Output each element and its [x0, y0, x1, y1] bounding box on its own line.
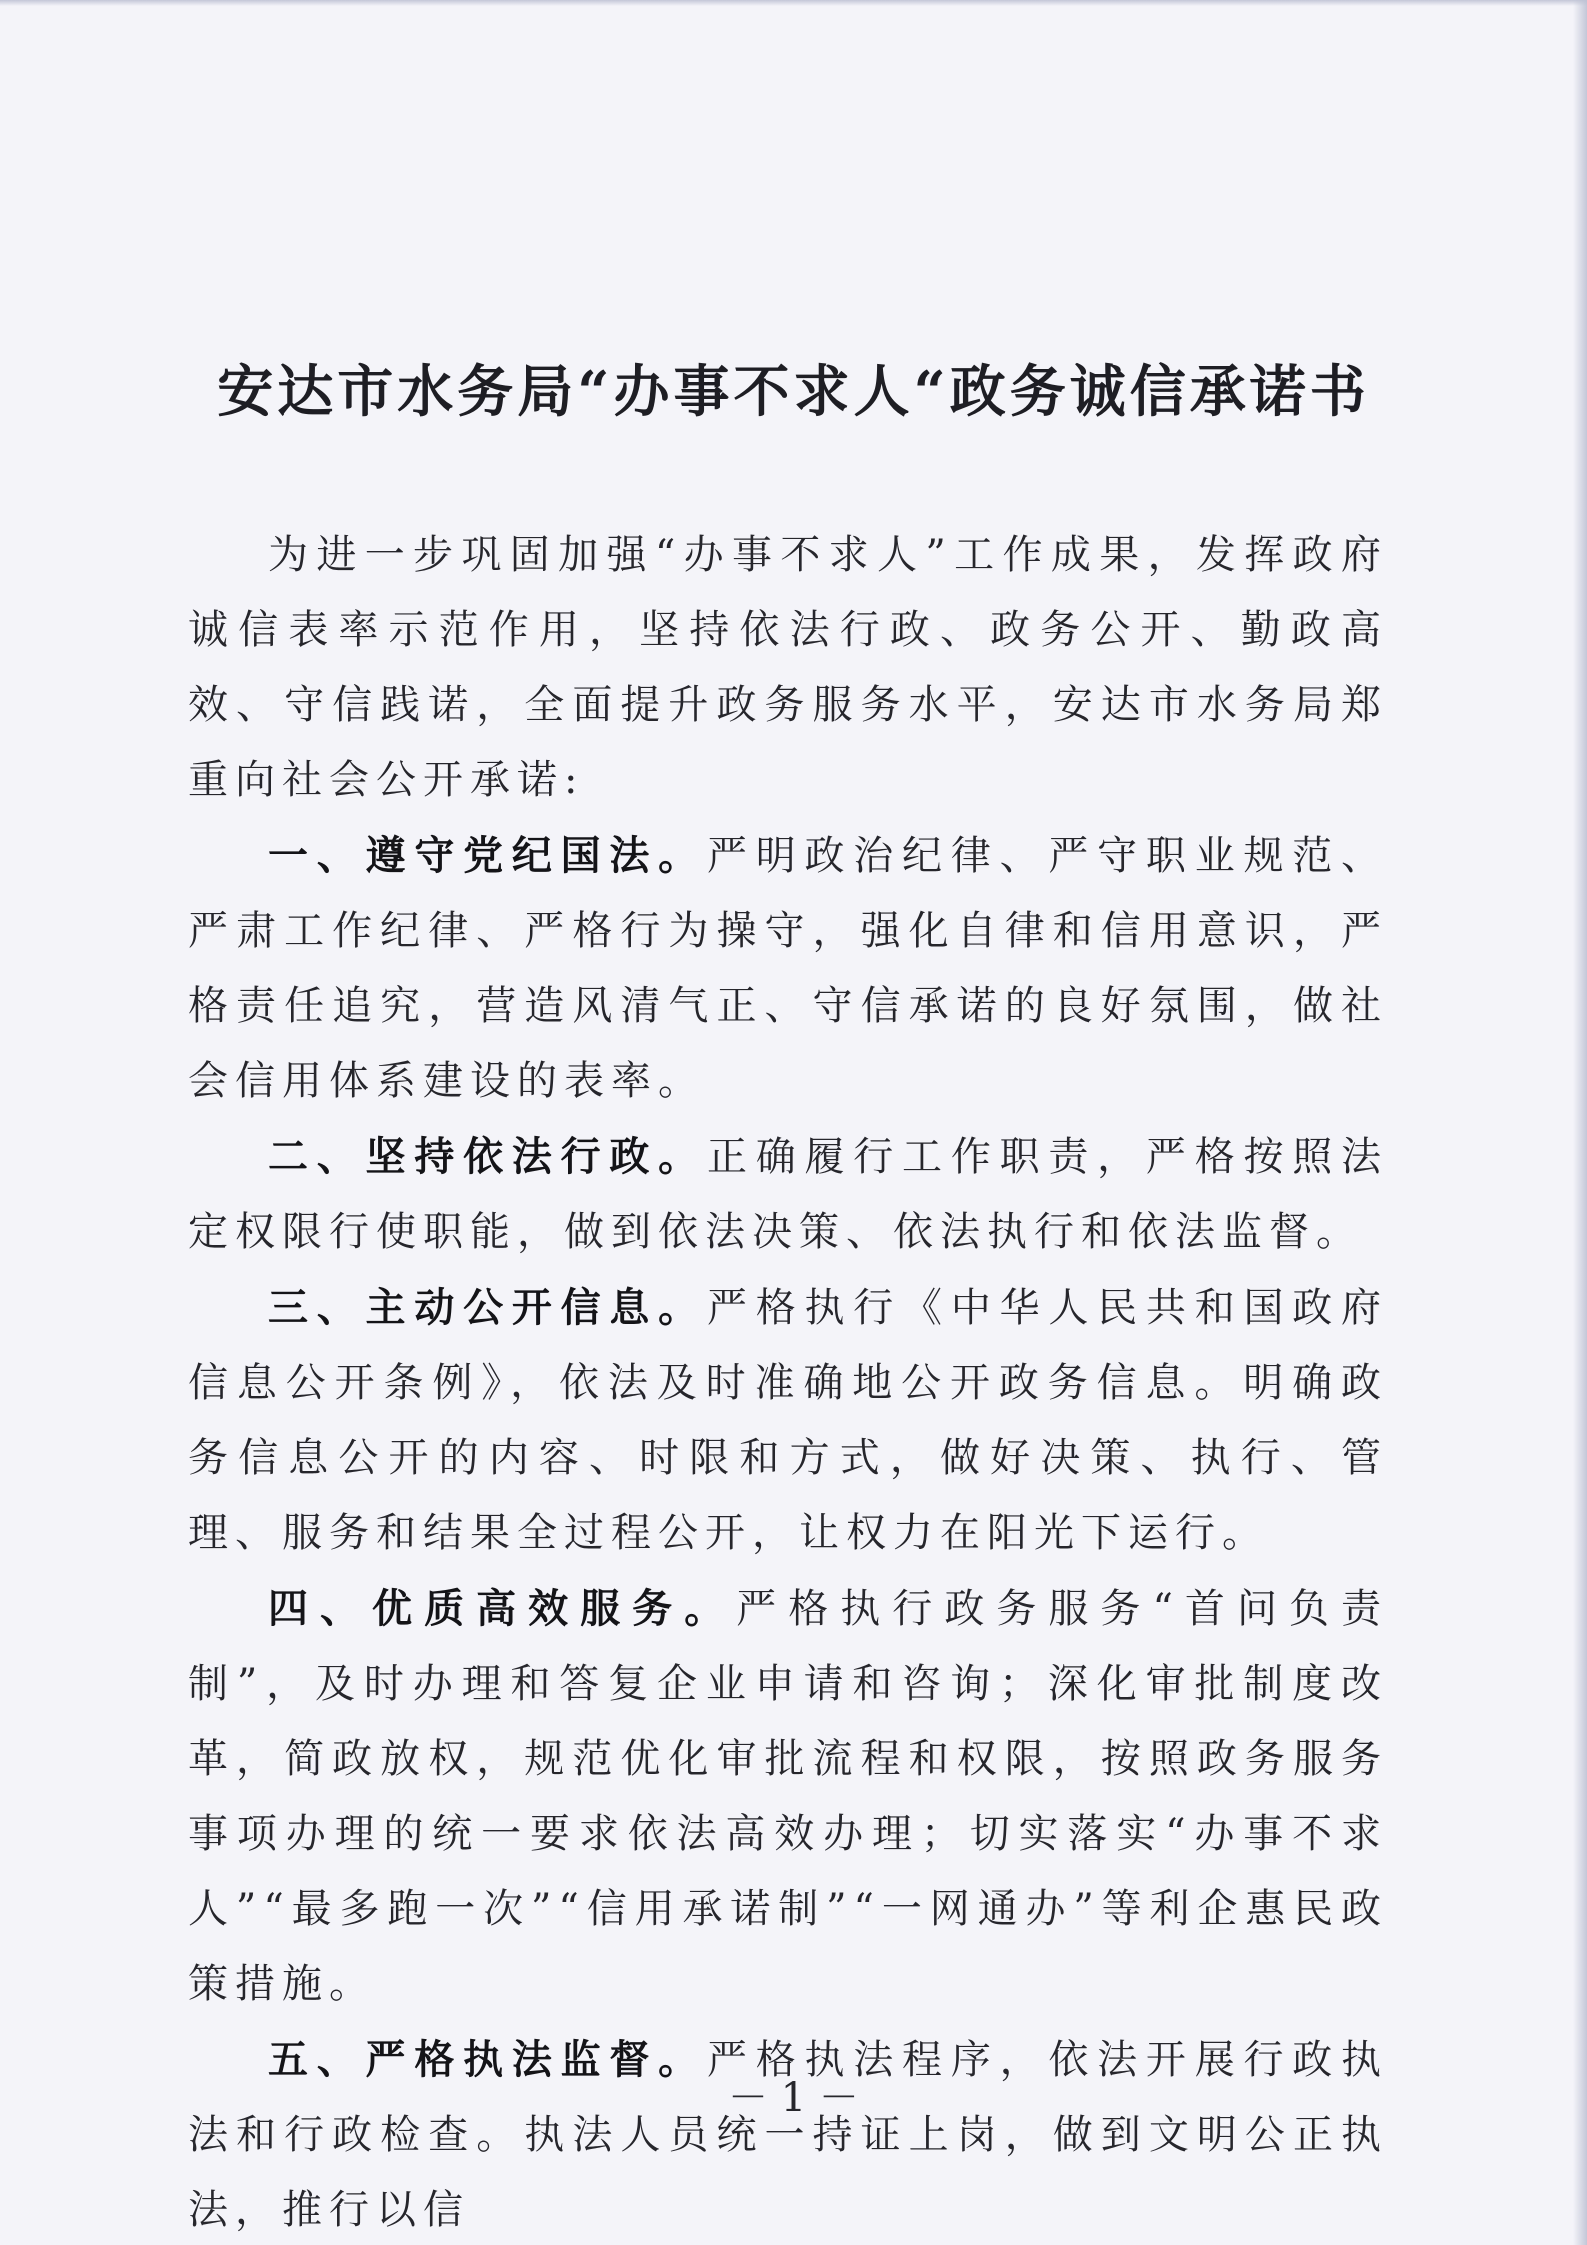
commitment-heading-4: 四、优质高效服务。: [268, 1585, 737, 1632]
scan-edge-top: [0, 0, 1587, 6]
page-number: － 1 －: [728, 2075, 859, 2121]
commitment-heading-5: 五、严格执法监督。: [268, 2036, 707, 2083]
commitment-heading-3: 三、主动公开信息。: [268, 1284, 707, 1331]
document-body: [188, 518, 1388, 2245]
document-title: 安达市水务局“办事不求人“政务诚信承诺书: [217, 359, 1370, 425]
commitment-text-2: 正确履行工作职责，严格按照法定权限行使职能，做到依法决策、依法执行和依法监督。: [188, 1134, 1389, 1255]
commitment-text-4: 严格执行政务服务“首问负责制”，及时办理和答复企业申请和咨询；深化审批制度改革，简政放权，规范优化审批流程和权限，按照政务服务事项办理的统一要求依法高效办理；切实落实“办事不求人”“最多跑一次”“信用承诺制”“一网通办”等利企惠民政策措施。: [188, 1586, 1388, 2007]
scan-edge-right: [1573, 0, 1587, 2245]
commitment-heading-2: 二、坚持依法行政。: [268, 1133, 707, 1180]
intro-paragraph: 为进一步巩固加强“办事不求人”工作成果，发挥政府诚信表率示范作用，坚持依法行政、政务公开、勤政高效、守信践诺，全面提升政务服务水平，安达市水务局郑重向社会公开承诺:: [188, 532, 1388, 803]
commitment-item-4: [188, 1571, 1388, 2022]
commitment-text-1: 严明政治纪律、严守职业规范、严肃工作纪律、严格行为操守，强化自律和信用意识，严格责任追究，营造风清气正、守信承诺的良好氛围，做社会信用体系建设的表率。: [188, 833, 1389, 1104]
commitment-item-2: [188, 1119, 1388, 1270]
commitment-heading-1: 一、遵守党纪国法。: [268, 832, 707, 879]
commitment-item-5: [188, 2022, 1388, 2245]
commitment-text-3: 严格执行《中华人民共和国政府信息公开条例》，依法及时准确地公开政务信息。明确政务信息公开的内容、时限和方式，做好决策、执行、管理、服务和结果全过程公开，让权力在阳光下运行。: [188, 1285, 1389, 1556]
commitment-item-3: [188, 1270, 1388, 1571]
commitment-item-1: [188, 818, 1388, 1119]
commitment-text-5: 严格执法程序，依法开展行政执法和行政检查。执法人员统一持证上岗，做到文明公正执法，推行以信: [188, 2037, 1389, 2233]
